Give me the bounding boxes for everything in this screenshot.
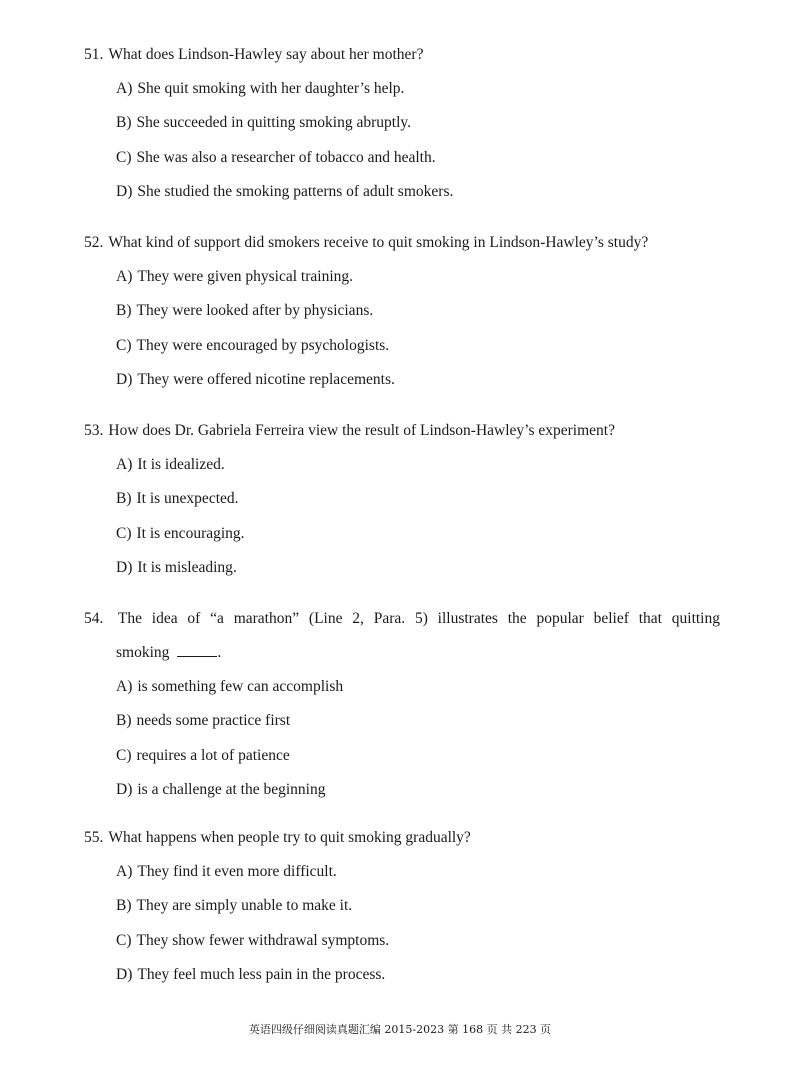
option-b: [84, 889, 720, 923]
option-text: is something few can accomplish: [137, 678, 344, 695]
option-text: They were encouraged by psychologists.: [136, 336, 390, 354]
option-text: They feel much less pain in the process.: [137, 965, 386, 983]
page-footer: 英语四级仔细阅读真题汇编 2015-2023 第 168 页 共 223 页: [248, 1023, 552, 1036]
question-text-continued: smoking: [116, 644, 170, 661]
question-text: How does Dr. Gabriela Ferreira view the result of Lindson-Hawley’s experiment?: [108, 422, 615, 439]
option-letter: A): [116, 863, 133, 880]
option-text: requires a lot of patience: [136, 746, 290, 764]
option-a: [84, 670, 720, 704]
question-text: What does Lindson-Hawley say about her mother?: [108, 46, 424, 63]
option-text: It is misleading.: [137, 558, 237, 576]
option-c: [84, 329, 720, 363]
option-text: They were looked after by physicians.: [136, 302, 374, 320]
option-letter: C): [116, 746, 132, 764]
option-a: [84, 260, 720, 294]
option-d: [84, 958, 720, 992]
option-c: [84, 141, 720, 175]
question-stem-continued: [84, 636, 720, 670]
option-text: It is idealized.: [137, 456, 225, 473]
question-53: [84, 414, 720, 585]
option-letter: D): [116, 780, 133, 798]
question-52: [84, 226, 720, 397]
option-letter: C): [116, 336, 132, 354]
option-letter: A): [116, 268, 133, 285]
option-text: They were given physical training.: [137, 268, 353, 285]
option-text: It is unexpected.: [136, 490, 239, 508]
question-text: What kind of support did smokers receive to quit smoking in Lindson-Hawley’s study?: [108, 234, 649, 251]
option-b: [84, 294, 720, 328]
question-text-end: .: [217, 644, 222, 661]
question-number: 53.: [84, 422, 104, 439]
option-letter: A): [116, 678, 133, 695]
option-letter: A): [116, 80, 133, 97]
option-text: They were offered nicotine replacements.: [137, 370, 395, 388]
option-d: [84, 773, 720, 807]
option-letter: B): [116, 897, 132, 915]
option-text: She studied the smoking patterns of adult smokers.: [137, 182, 454, 200]
option-text: She was also a researcher of tobacco and health.: [136, 148, 436, 166]
option-a: [84, 72, 720, 106]
option-letter: B): [116, 302, 132, 320]
option-b: [84, 482, 720, 516]
option-letter: C): [116, 931, 132, 949]
option-text: She succeeded in quitting smoking abruptly.: [136, 114, 412, 132]
option-letter: D): [116, 965, 133, 983]
question-51: [84, 38, 720, 209]
option-text: They are simply unable to make it.: [136, 897, 353, 915]
question-number: 51.: [84, 46, 104, 63]
option-d: [84, 551, 720, 585]
option-text: They show fewer withdrawal symptoms.: [136, 931, 390, 949]
option-letter: D): [116, 558, 133, 576]
option-text: They find it even more difficult.: [137, 863, 337, 880]
answer-blank: [177, 642, 217, 657]
option-letter: B): [116, 712, 132, 730]
option-text: She quit smoking with her daughter’s help.: [137, 80, 405, 97]
option-b: [84, 106, 720, 140]
option-letter: B): [116, 114, 132, 132]
question-stem: [84, 414, 720, 448]
option-d: [84, 175, 720, 209]
question-text: What happens when people try to quit smoking gradually?: [108, 829, 471, 846]
option-letter: D): [116, 182, 133, 200]
option-text: needs some practice first: [136, 712, 291, 730]
option-letter: C): [116, 524, 132, 542]
question-stem: [84, 821, 720, 855]
question-number: 54.: [84, 610, 104, 627]
question-number: 52.: [84, 234, 104, 251]
option-c: [84, 517, 720, 551]
option-letter: D): [116, 370, 133, 388]
option-c: [84, 924, 720, 958]
option-c: [84, 739, 720, 773]
question-stem: [84, 226, 720, 260]
question-number: 55.: [84, 829, 104, 846]
question-55: [84, 821, 720, 992]
option-a: [84, 855, 720, 889]
question-text: The idea of “a marathon” (Line 2, Para. 5) illustrates the popular belief that quitting: [117, 610, 720, 627]
option-letter: A): [116, 456, 133, 473]
option-d: [84, 363, 720, 397]
option-text: It is encouraging.: [136, 524, 245, 542]
option-text: is a challenge at the beginning: [137, 780, 326, 798]
option-letter: C): [116, 148, 132, 166]
question-stem: [84, 602, 720, 636]
question-54: [84, 602, 720, 807]
question-stem: [84, 38, 720, 72]
option-letter: B): [116, 490, 132, 508]
option-a: [84, 448, 720, 482]
option-b: [84, 704, 720, 738]
